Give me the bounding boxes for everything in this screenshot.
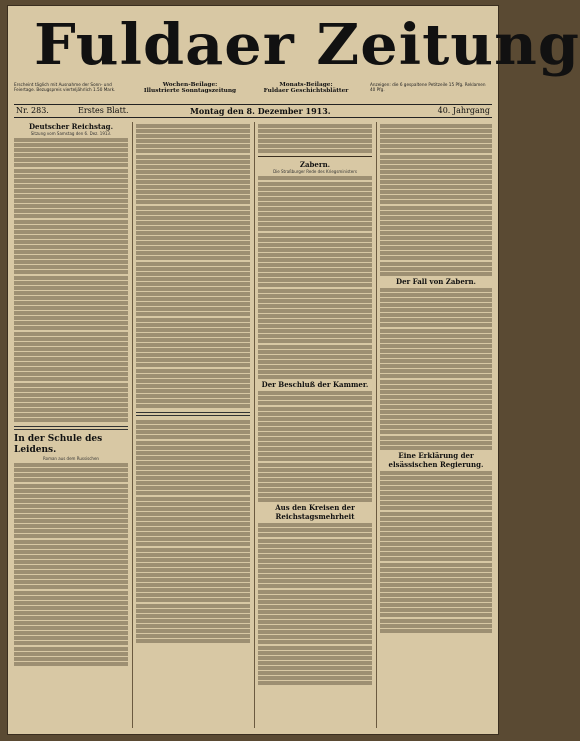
monthly-supplement-label: Monats-Beilage: [279,82,333,88]
article-body-column-4-top [380,124,492,276]
article-body-mehrheit [258,523,372,685]
monthly-supplement-title: Fuldaer Geschichtsblätter [263,88,349,94]
column-4 [380,122,492,728]
dateline [14,104,492,118]
column-3 [258,122,372,728]
article-body-reichstag [14,138,128,422]
newspaper-title: Fuldaer Zeitung [34,12,580,78]
sheet-label: Erstes Blatt. [78,106,129,115]
article-body-column-3-top [258,124,372,153]
article-subheading-zabern: Die Straßburger Rede des Kriegsministers [273,169,357,175]
article-body-fall-zabern [380,288,492,450]
article-heading-kammer: Der Beschluß der Kammer. [261,380,369,390]
serial-body [14,463,128,666]
columns [14,122,492,728]
masthead-subrow [14,82,492,102]
weekly-supplement-label: Wochen-Beilage: [162,82,218,88]
article-heading-regierung: Eine Erklärung der elsässischen Regierung. [388,450,484,469]
article-body-kammer [258,391,372,502]
volume-label: 40. Jahrgang [437,106,490,115]
article-divider [258,156,372,157]
article-body-column-2 [136,124,250,408]
masthead-left-note: Erscheint täglich mit Ausnahme der Sonn- und Feiertage. Bezugspreis vierteljährlich 1.50 Mark. [14,82,116,92]
serial-body-continued [136,420,250,643]
article-body-zabern [258,176,372,379]
article-heading-fall-zabern: Der Fall von Zabern. [396,276,476,286]
weekly-supplement [138,82,242,102]
column-rule [376,122,377,728]
weekly-supplement-title: Illustrierte Sonntagszeitung [143,88,237,94]
article-subheading-reichstag: Sitzung vom Samstag den 6. Dez. 1913. [30,131,112,136]
article-heading-mehrheit: Aus den Kreisen der Reichstagsmehrheit [275,503,355,522]
article-heading-zabern: Zabern. [299,160,331,170]
newspaper-page [8,6,580,734]
section-divider [136,412,250,416]
column-1 [14,122,128,728]
section-divider [14,426,128,430]
masthead-right-note: Anzeigen: die 6 gespaltene Petitzeile 15 Pfg. Reklamen 40 Pfg. [370,82,486,92]
monthly-supplement [252,82,360,102]
issue-number: Nr. 283. [16,106,49,115]
issue-date: Montag den 8. Dezember 1913. [190,106,331,116]
serial-subtitle: Roman aus dem Russischen [43,456,99,462]
article-heading-reichstag: Deutscher Reichstag. [28,122,114,131]
serial-title: In der Schule des Leidens. [14,434,103,456]
article-body-regierung [380,471,492,633]
column-rule [254,122,255,728]
column-2 [136,122,250,728]
column-rule [132,122,133,728]
masthead [8,6,580,118]
